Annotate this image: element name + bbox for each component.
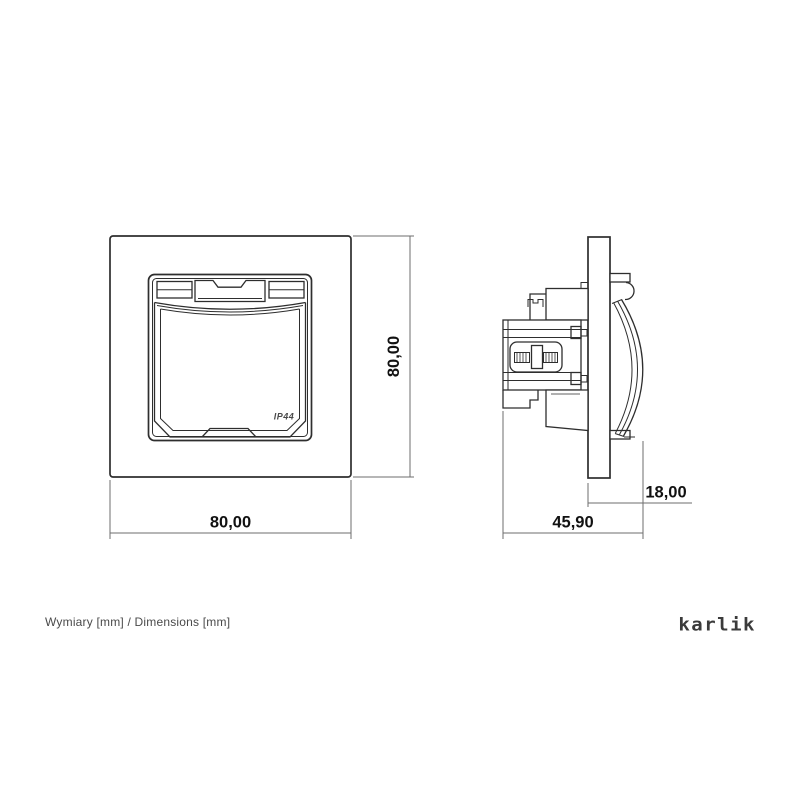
dimension-side-protrusion [588, 483, 692, 507]
brand-logo: karlik [678, 614, 756, 636]
ip44-label: IP44 [273, 411, 295, 422]
side-protrusion-label: 18,00 [645, 483, 687, 502]
side-depth-label: 45,90 [552, 513, 594, 532]
front-view [110, 236, 351, 477]
front-height-label: 80,00 [385, 335, 403, 378]
cover-ledge-top [610, 274, 630, 283]
mounting-claw-bottom [503, 390, 538, 408]
dimensions-caption: Wymiary [mm] / Dimensions [mm] [45, 615, 231, 629]
dimension-front-height [353, 236, 414, 477]
cover-hinge-knuckle [625, 283, 634, 300]
dimension-front-width [110, 480, 351, 539]
lid-profile-curves [612, 300, 643, 438]
front-width-label: 80,00 [209, 513, 252, 532]
side-view [503, 237, 643, 478]
wall-plate-profile [588, 237, 610, 478]
mechanism-body [503, 283, 588, 431]
